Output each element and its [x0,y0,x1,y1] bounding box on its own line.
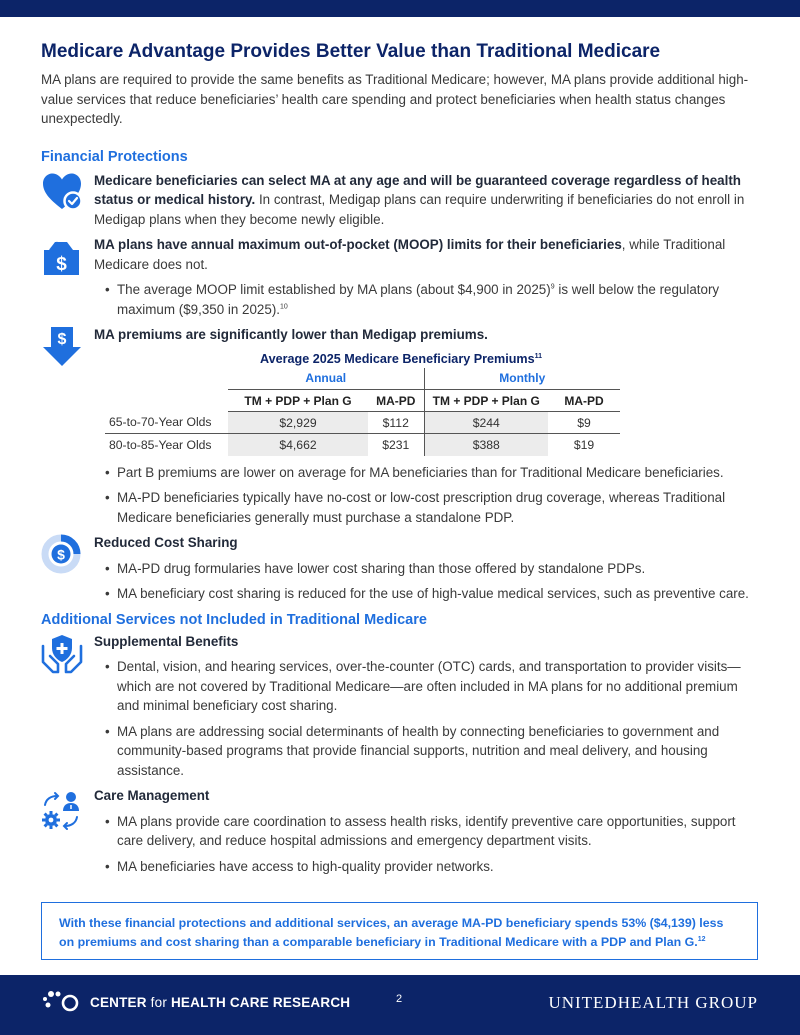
list-item: • MA plans provide care coordination to assess health risks, identify preventive care opportunities, support care delivery, and reduce hospital admissions and emergency department visits. [94,812,761,851]
item-care-management [41,786,761,876]
section-heading-financial: Financial Protections [41,148,188,165]
top-bar [0,0,800,17]
item-reduced-cost-sharing [41,533,761,604]
item-premiums-lead: MA premiums are significantly lower than Medigap premiums. [94,327,488,342]
dollar-shield-icon [41,237,83,279]
list-item: • MA plans are addressing social determinants of health by connecting beneficiaries to government and community-based programs that provide financial supports, nutrition and meal delivery, and housing assistance. [94,722,761,781]
supplemental-bullets [94,657,761,780]
dollar-ring-icon [41,533,83,575]
brand-logo: UNITEDHEALTH GROUP [548,993,758,1012]
list-item: • Part B premiums are lower on average for MA beneficiaries than for Traditional Medicare beneficiaries. [94,463,761,483]
list-item: • Dental, vision, and hearing services, over-the-counter (OTC) cards, and transportation to provider visits—which are not covered by Traditional Medicare—are often included in MA plans for no additional premium and minimal beneficiary cost sharing. [94,657,761,716]
table-title: Average 2025 Medicare Beneficiary Premiums$^{11}$ [259,351,543,366]
premium-bullets-wrap [41,463,761,528]
list-item: • MA beneficiary cost sharing is reduced for the use of high-value medical services, such as preventive care. [94,584,761,604]
page-number: 2 [396,993,403,1005]
center-logo-text: CENTER for HEALTH CARE RESEARCH [90,995,351,1010]
care-management-bullets [94,812,761,877]
list-item: • The average MOOP limit established by MA plans (about $4,900 in 2025)$^9$ is well below the regulatory maximum ($9,350 in 2025).$^{10}$ [94,280,761,319]
svg-text:$: $ [57,546,65,563]
moop-bullets [94,280,761,319]
list-item: • MA-PD beneficiaries typically have no-cost or low-cost prescription drug coverage, whereas Traditional Medicare beneficiaries generally must purchase a standalone PDP. [94,488,761,527]
svg-text:$: $ [57,331,67,348]
item-supplemental-lead: Supplemental Benefits [94,633,239,649]
item-care-management-lead: Care Management [94,788,210,803]
item-moop-limits [41,235,761,319]
list-item: • MA beneficiaries have access to high-quality provider networks. [94,857,761,877]
item-supplemental-benefits [41,632,761,781]
item-guaranteed-coverage [41,171,761,230]
list-item: • MA-PD drug formularies have lower cost sharing than those offered by standalone PDPs. [94,559,761,579]
summary-callout: With these financial protections and additional services, an average MA-PD beneficiary spends 53% ($4,139) less on premiums and cost sharing than a comparable beneficiary in Traditional Medicare with a PDP and Plan G.$^{12}$ [41,902,758,960]
table-row: 80-to-85-Year Olds $4,662 $231 $388 $19 [105,434,620,456]
table-col-header: TM + PDP + Plan G [424,390,548,412]
table-group-monthly: Monthly [424,368,620,390]
item-premiums [41,325,761,348]
svg-text:$: $ [56,254,67,275]
heart-check-icon [41,171,83,213]
dots-logo-icon [41,989,81,1015]
footer [0,975,800,1035]
table-col-header: MA-PD [368,390,424,412]
item-reduced-cost-sharing-lead: Reduced Cost Sharing [94,535,238,550]
table-row: 65-to-70-Year Olds $2,929 $112 $244 $9 [105,412,620,434]
main-content [41,40,761,876]
care-cycle-icon [41,789,83,831]
table-col-header: MA-PD [548,390,620,412]
premiums-table [105,368,620,456]
table-group-annual: Annual [228,368,424,390]
table-col-header: TM + PDP + Plan G [228,390,368,412]
item-guaranteed-coverage-text: Medicare beneficiaries can select MA at any age and will be guaranteed coverage regardless of health status or medical history. In contrast, Medigap plans can require underwriting if beneficiaries do not enroll in Medigap plans when they become newly eligible. [94,172,745,227]
dollar-down-arrow-icon [41,325,83,367]
intro-paragraph: MA plans are required to provide the same benefits as Traditional Medicare; however, MA plans provide additional high-value services that reduce beneficiaries’ health care spending and protect beneficiaries when health status changes unexpectedly. [41,72,749,126]
premium-bullets [94,463,761,528]
section-heading-additional: Additional Services not Included in Traditional Medicare [41,611,427,628]
item-moop-limits-text: MA plans have annual maximum out-of-pocket (MOOP) limits for their beneficiaries, while Traditional Medicare does not. [94,237,726,272]
reduced-cost-bullets [94,559,761,604]
page-title: Medicare Advantage Provides Better Value than Traditional Medicare [41,41,661,62]
hands-shield-icon [41,632,83,674]
